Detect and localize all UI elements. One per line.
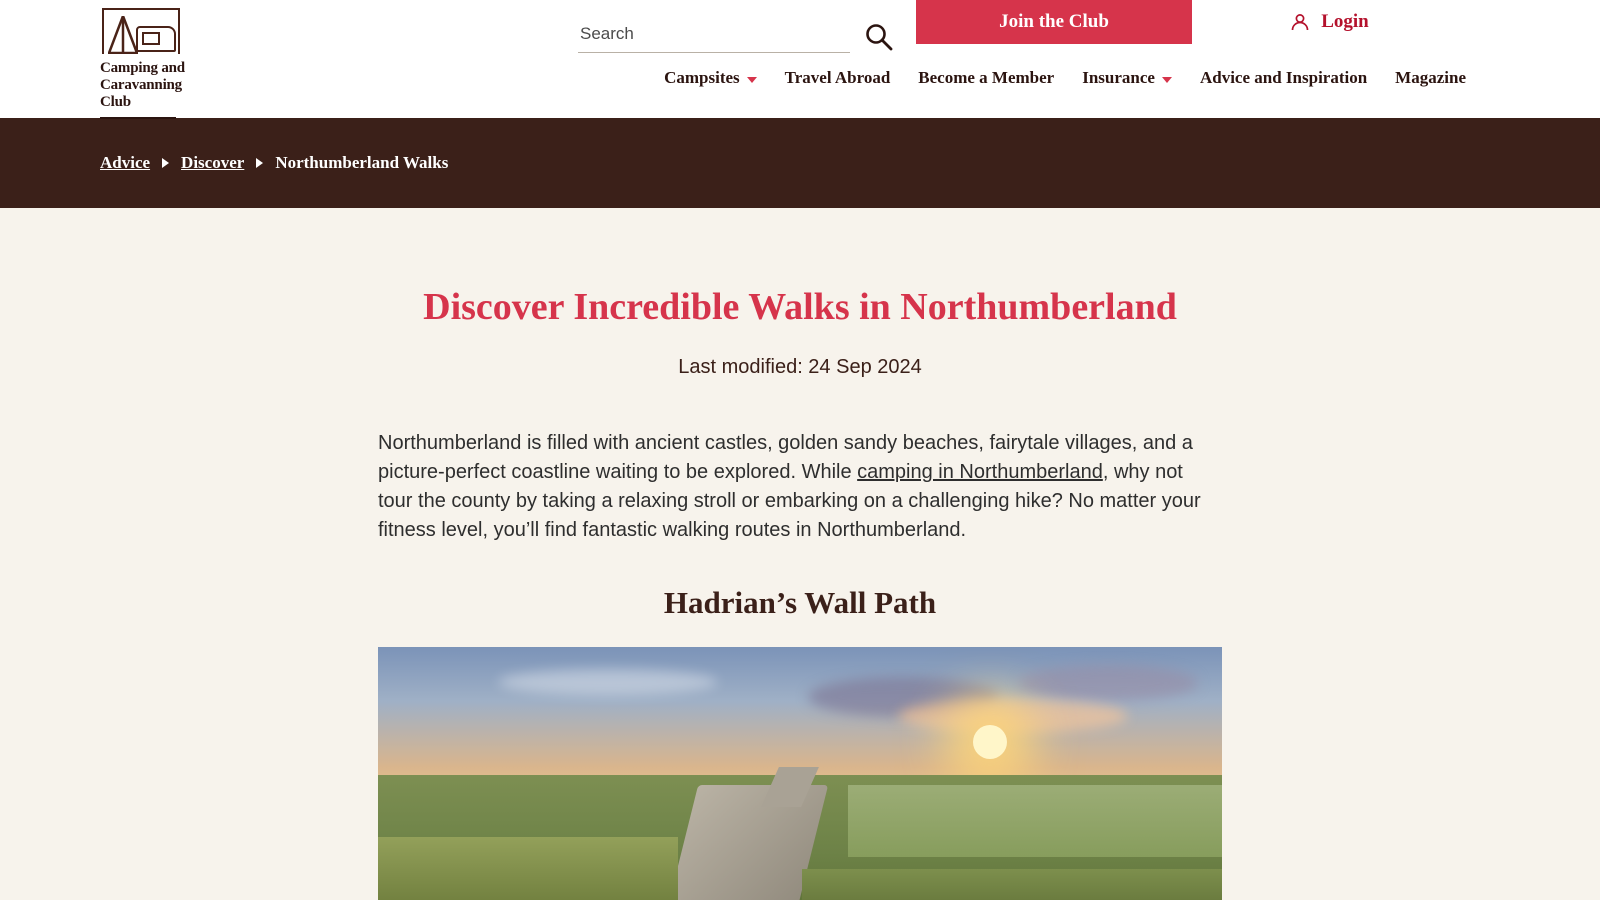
search-icon: [864, 22, 894, 52]
foreground-grass-shape: [802, 869, 1222, 900]
logo-underline: [100, 117, 176, 119]
nav-item-campsites[interactable]: [664, 68, 757, 88]
sun-shape: [973, 725, 1007, 759]
site-header: [0, 0, 1600, 118]
intro-text-part-1: Northumberland is filled with ancient castles, golden sandy beaches, fairytale villages, and a picture-perfect coastline waiting to be explored. While: [378, 432, 1193, 483]
tent-shape-icon: [108, 16, 138, 54]
user-icon: [1289, 11, 1311, 33]
hadrians-wall-photo: [378, 647, 1222, 900]
intro-text-part-2: , why not tour the county by taking a relaxing stroll or embarking on a challenging hike? No matter your fitness level, you’ll find fantastic walking routes in Northumberland.: [378, 461, 1201, 541]
cloud-shape: [898, 699, 1128, 733]
chevron-down-icon: [1162, 77, 1172, 83]
article: [378, 208, 1222, 900]
search-button[interactable]: [864, 22, 894, 55]
logo-line-3: Club: [100, 94, 131, 110]
camping-in-northumberland-link[interactable]: camping in Northumberland: [857, 461, 1103, 483]
page-title: Discover Incredible Walks in Northumberland: [423, 286, 1177, 328]
site-logo[interactable]: [100, 8, 280, 119]
logo-line-1: Camping and: [100, 60, 185, 76]
cloud-shape: [1018, 665, 1198, 701]
login-button[interactable]: [1192, 0, 1466, 44]
main-nav: [664, 68, 1466, 88]
search-input[interactable]: [578, 20, 850, 53]
article-intro-paragraph: [378, 429, 1222, 545]
login-label: Login: [1321, 11, 1369, 32]
search-area: [578, 20, 878, 53]
logo-text: [100, 60, 185, 111]
nav-label-travel-abroad: Travel Abroad: [784, 68, 891, 87]
caravan-shape-icon: [136, 26, 176, 52]
nav-label-insurance: Insurance: [1082, 68, 1155, 87]
nav-item-become-a-member[interactable]: [918, 68, 1054, 88]
last-modified-text: Last modified: 24 Sep 2024: [678, 356, 922, 378]
chevron-down-icon: [747, 77, 757, 83]
nav-label-magazine: Magazine: [1395, 68, 1466, 87]
tent-caravan-icon: [102, 8, 180, 54]
join-the-club-button[interactable]: Join the Club: [916, 0, 1192, 44]
breadcrumb-item-current: Northumberland Walks: [275, 153, 449, 172]
nav-item-advice-and-inspiration[interactable]: [1200, 68, 1367, 88]
cloud-shape: [498, 669, 718, 695]
nav-item-magazine[interactable]: [1395, 68, 1466, 88]
breadcrumb-separator-icon: [162, 158, 169, 168]
breadcrumb-item-advice[interactable]: Advice: [100, 153, 151, 172]
main-content: [0, 208, 1600, 900]
fields-shape: [848, 785, 1222, 857]
breadcrumb: [0, 118, 1600, 208]
breadcrumb-item-discover[interactable]: Discover: [181, 153, 245, 172]
nav-label-campsites: Campsites: [664, 68, 740, 87]
foreground-grass-shape: [378, 837, 678, 900]
nav-label-advice-and-inspiration: Advice and Inspiration: [1199, 68, 1368, 87]
section-heading-hadrians-wall-path: Hadrian’s Wall Path: [663, 585, 937, 620]
logo-line-2: Caravanning: [100, 77, 182, 93]
breadcrumb-separator-icon: [256, 158, 263, 168]
nav-label-become-a-member: Become a Member: [918, 68, 1055, 87]
nav-item-travel-abroad[interactable]: [785, 68, 891, 88]
nav-item-insurance[interactable]: [1082, 68, 1172, 88]
